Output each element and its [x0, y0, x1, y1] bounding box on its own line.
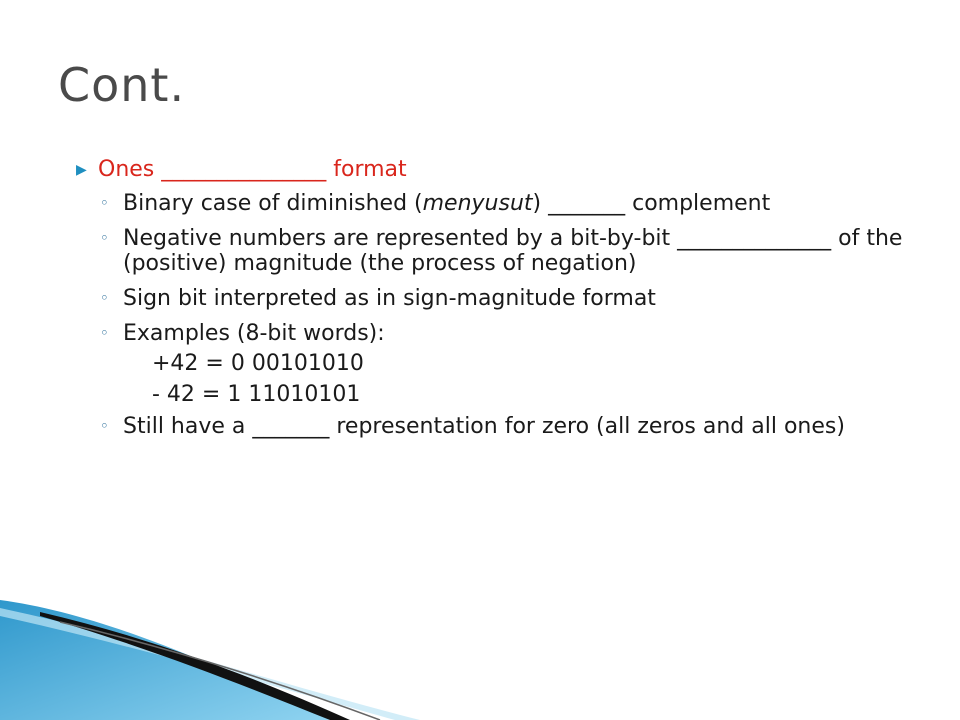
sub-bullet-text-suffix: ) _______ complement	[532, 191, 771, 216]
ring-bullet-icon: ◦	[100, 229, 109, 247]
main-bullet	[76, 155, 916, 185]
slide-content	[76, 155, 916, 449]
ring-bullet-icon: ◦	[100, 324, 109, 342]
sub-bullet-text: Examples (8-bit words):	[123, 321, 385, 346]
sub-bullet-sign-bit	[76, 286, 916, 311]
slide-title: Cont.	[58, 58, 186, 112]
ring-bullet-icon: ◦	[100, 289, 109, 307]
sub-bullet-examples	[76, 321, 916, 346]
ring-bullet-icon: ◦	[100, 194, 109, 212]
sub-bullet-zero-representation	[76, 414, 916, 439]
sub-bullet-text: Negative numbers are represented by a bit-by-bit ______________ of the (positive) magnitude (the process of negation)	[123, 226, 903, 276]
ring-bullet-icon: ◦	[100, 417, 109, 435]
example-positive-42: +42 = 0 00101010	[152, 351, 364, 376]
sub-bullet-italic-word: menyusut	[422, 191, 533, 216]
sub-bullet-binary-case	[76, 191, 916, 216]
sub-bullet-text: Still have a _______ representation for zero (all zeros and all ones)	[123, 414, 845, 439]
sub-bullet-text-prefix: Binary case of diminished (	[123, 191, 423, 216]
example-negative-42: - 42 = 1 11010101	[152, 382, 361, 407]
sub-bullet-negative-numbers	[76, 226, 916, 276]
triangle-bullet-icon: ▶	[76, 162, 87, 178]
sub-bullet-text: Sign bit interpreted as in sign-magnitude format	[123, 286, 656, 311]
main-bullet-text: Ones _______________ format	[98, 157, 407, 182]
